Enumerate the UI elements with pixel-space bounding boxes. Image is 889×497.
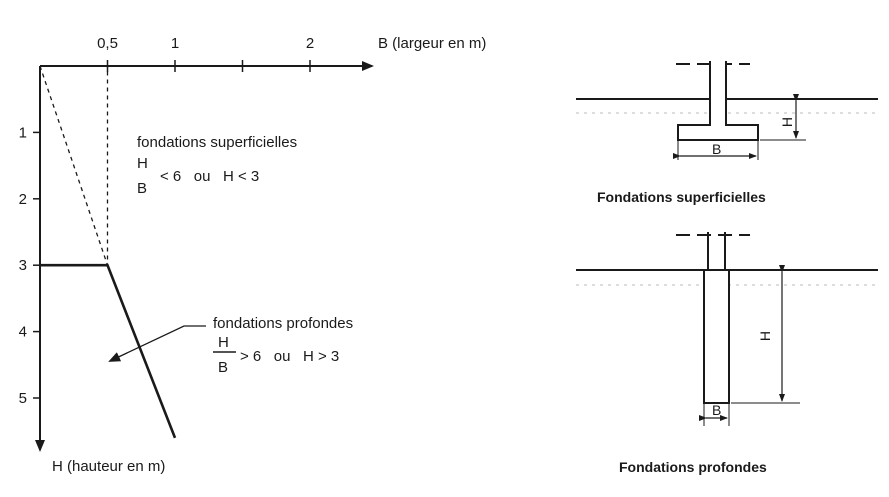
y-tick-label: 1	[18, 124, 27, 142]
shallow-column	[678, 61, 758, 140]
y-tick-label: 4	[18, 323, 27, 341]
deep-frac-num: H	[218, 334, 229, 351]
deep-foundation-figure	[576, 232, 878, 475]
y-tick-label: 5	[18, 390, 27, 407]
shallow-caption: Fondations superficielles	[597, 189, 766, 205]
superficial-zone-label: fondations superficielles	[137, 134, 298, 151]
solid-boundary-line	[40, 265, 175, 438]
superficial-frac-num: H	[137, 155, 148, 172]
deep-zone-pointer-arrow	[110, 326, 206, 361]
shallow-h-label: H	[779, 116, 795, 128]
y-ticks	[19, 124, 40, 407]
shallow-b-label: B	[712, 141, 722, 157]
deep-frac-den: B	[218, 359, 229, 376]
superficial-frac-den: B	[137, 180, 148, 197]
x-axis-title: B (largeur en m)	[378, 35, 487, 52]
deep-zone-label: fondations profondes	[213, 315, 354, 332]
deep-b-label: B	[712, 402, 722, 418]
deep-h-label: H	[757, 330, 773, 342]
y-tick-label: 3	[18, 257, 27, 275]
deep-pile	[704, 270, 729, 403]
x-tick-label: 2	[305, 35, 315, 52]
x-tick-label: 1	[170, 35, 180, 52]
deep-column-top	[708, 232, 725, 270]
dashed-boundary-line	[40, 66, 108, 265]
y-tick-label: 2	[18, 190, 27, 208]
limit-chart	[19, 35, 487, 475]
y-axis-title: H (hauteur en m)	[52, 458, 166, 475]
shallow-foundation-figure	[576, 61, 878, 205]
deep-condition: > 6 ou H > 3	[240, 348, 340, 365]
deep-caption: Fondations profondes	[619, 459, 767, 475]
x-tick-label: 0,5	[97, 35, 118, 52]
superficial-condition: < 6 ou H < 3	[160, 168, 260, 185]
